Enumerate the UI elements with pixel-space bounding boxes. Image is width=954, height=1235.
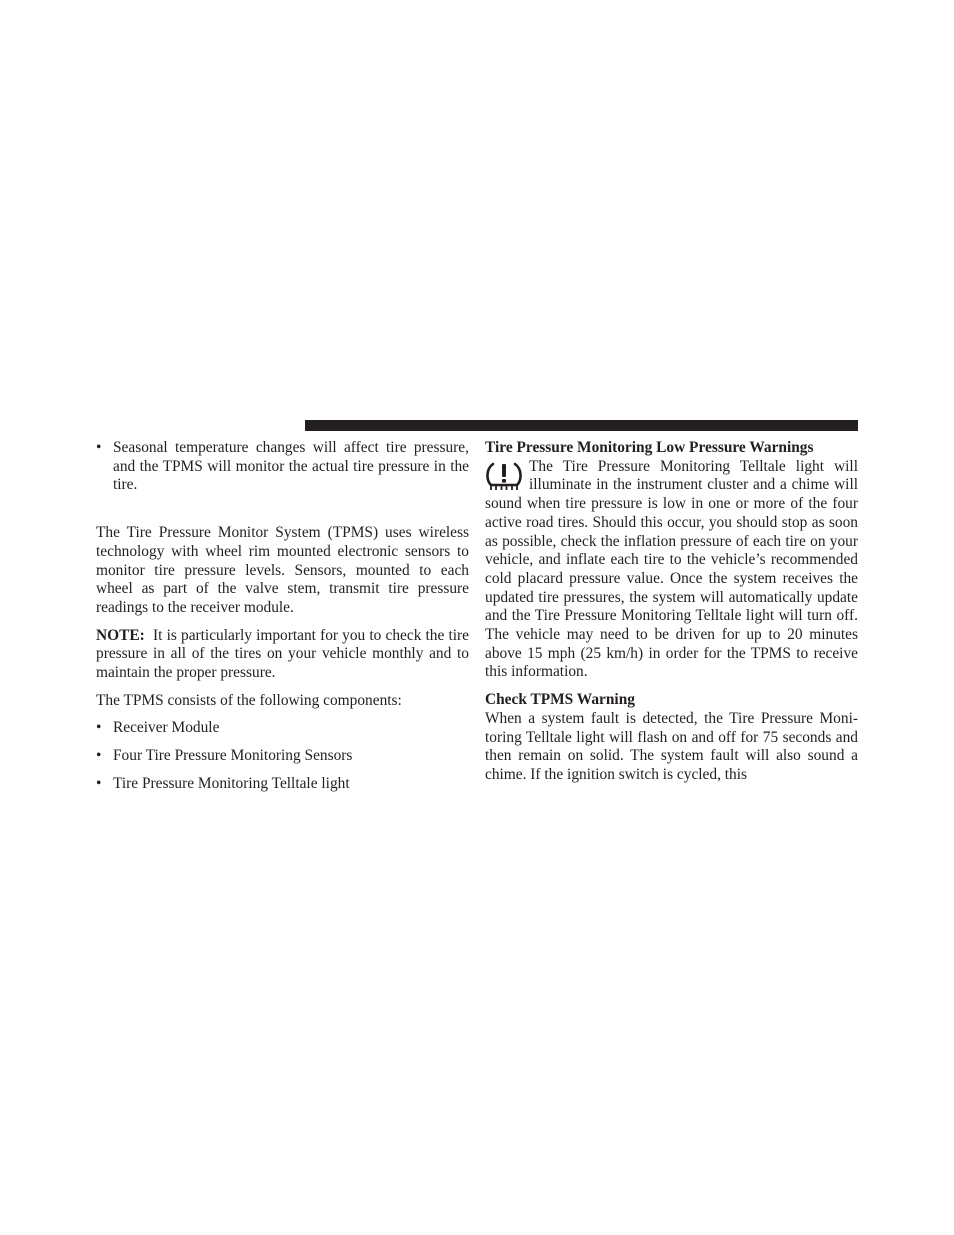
bullet-dot: •	[96, 747, 102, 765]
tpms-intro-paragraph: The Tire Pressure Monitor System (TPMS) uses wireless technology with wheel rim mounted electronic sensors to monitor tire pressure levels. Sensors, mounted to each wheel as part of the valve stem, transmit tire pressure readings to the receiver module.	[96, 524, 469, 616]
components-list	[96, 719, 469, 793]
note-paragraph	[96, 627, 469, 683]
bullet-dot: •	[96, 774, 102, 792]
list-item	[96, 719, 469, 738]
heading-check-tpms-warning: Check TPMS Warning	[485, 691, 635, 709]
heading-low-pressure-warnings: Tire Pressure Monitoring Low Pressure Warnings	[485, 439, 814, 456]
list-item	[96, 747, 469, 766]
tpms-telltale-icon	[485, 460, 523, 494]
left-column	[96, 437, 469, 794]
bullet-dot: •	[96, 439, 102, 456]
bullet-seasonal	[96, 439, 469, 495]
component-receiver-module: Receiver Module	[113, 719, 220, 737]
section-header-bar	[305, 420, 858, 431]
right-column	[485, 437, 858, 785]
components-intro: The TPMS consists of the following components:	[96, 691, 402, 709]
component-telltale-light: Tire Pressure Monitoring Telltale light	[113, 774, 350, 792]
list-item	[96, 775, 469, 794]
bullet-seasonal-text: Seasonal temperature changes will affect tire pressure, and the TPMS will monitor the actual tire pressure in the tire.	[113, 439, 469, 494]
low-pressure-paragraph: The Tire Pressure Monitoring Telltale light will illuminate in the instrument cluster and a chime will sound when tire pressure is low in one or more of the four active road tires. Should this occur, you should stop as soon as possible, check the inflation pressure of each tire on your vehicle, and inflate each tire to the vehicle’s recommended cold placard pressure value. Once the system receives the updated tire pressures, the system will automatically update and the Tire Pressure Monitoring Telltale light will turn off. The vehicle may need to be driven for up to 20 minutes above 15 mph (25 km/h) in order for the TPMS to receive this information.	[485, 457, 858, 681]
bullet-dot: •	[96, 719, 102, 737]
note-text: It is particularly important for you to check the tire pressure in all of the tires on your vehicle monthly and to maintain the proper pressure.	[96, 626, 469, 682]
check-tpms-paragraph: When a system fault is detected, the Tire Pressure Monitoring Telltale light will flash on and off for 75 seconds and then remain on solid. The system fault will also sound a chime. If the ignition switch is cycled, this	[485, 709, 858, 783]
note-label: NOTE:	[96, 626, 145, 644]
component-sensors: Four Tire Pressure Monitoring Sensors	[113, 747, 353, 765]
